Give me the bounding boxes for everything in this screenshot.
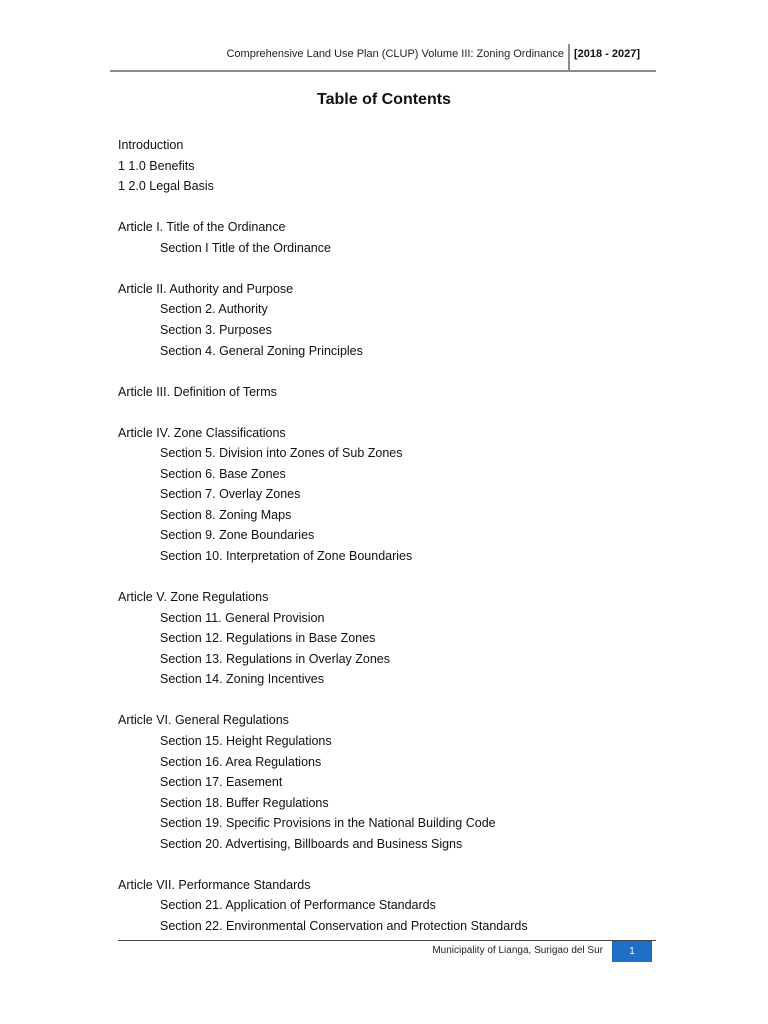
toc-article-entry: 1 2.0 Legal Basis: [118, 179, 214, 194]
toc-article-entry: Article II. Authority and Purpose: [118, 281, 294, 296]
toc-section-entry: Section 14. Zoning Incentives: [160, 672, 324, 687]
page-number-badge: 1: [612, 941, 652, 962]
toc-section-entry: Section 19. Specific Provisions in the National Building Code: [160, 816, 496, 831]
toc-article-entry: Article VI. General Regulations: [118, 713, 289, 728]
toc-article-entry: Article I. Title of the Ordinance: [118, 220, 286, 235]
footer-municipality: Municipality of Lianga, Surigao del Sur: [432, 945, 603, 956]
toc-section-entry: Section 8. Zoning Maps: [160, 507, 292, 522]
toc-article-entry: 1 1.0 Benefits: [118, 158, 195, 173]
toc-section-entry: Section 17. Easement: [160, 775, 283, 790]
toc-section-entry: Section 11. General Provision: [160, 610, 325, 625]
header-divider: [568, 44, 570, 72]
toc-section-entry: Section I Title of the Ordinance: [160, 240, 331, 255]
toc-section-entry: Section 16. Area Regulations: [160, 754, 322, 769]
toc-section-entry: Section 18. Buffer Regulations: [160, 795, 329, 810]
toc-section-entry: Section 4. General Zoning Principles: [160, 343, 363, 358]
plan-years: [2018 - 2027]: [573, 48, 640, 60]
toc-title: Table of Contents: [317, 91, 451, 108]
toc-section-entry: Section 21. Application of Performance Standards: [160, 898, 436, 913]
toc-section-entry: Section 9. Zone Boundaries: [160, 528, 315, 543]
toc-article-entry: Article III. Definition of Terms: [118, 384, 277, 399]
toc-section-entry: Section 10. Interpretation of Zone Boundaries: [160, 549, 413, 563]
toc-section-entry: Section 12. Regulations in Base Zones: [160, 631, 376, 646]
toc-section-entry: Section 15. Height Regulations: [160, 733, 332, 748]
document-title: Comprehensive Land Use Plan (CLUP) Volume III: Zoning Ordinance: [226, 48, 564, 60]
toc-section-entry: Section 6. Base Zones: [160, 466, 286, 481]
toc-article-entry: Article V. Zone Regulations: [118, 590, 269, 605]
toc-section-entry: Section 22. Environmental Conservation and Protection Standards: [160, 918, 528, 933]
toc-article-entry: Article VII. Performance Standards: [118, 877, 311, 892]
toc-section-entry: Section 5. Division into Zones of Sub Zones: [160, 446, 403, 461]
toc-article-entry: Article IV. Zone Classifications: [118, 425, 286, 440]
toc-article-entry: Introduction: [118, 138, 184, 152]
page-header: [110, 42, 656, 72]
footer-rule: [118, 940, 656, 941]
toc-section-entry: Section 13. Regulations in Overlay Zones: [160, 651, 390, 666]
toc-section-entry: Section 7. Overlay Zones: [160, 487, 301, 502]
toc-section-entry: Section 3. Purposes: [160, 322, 272, 337]
toc-section-entry: Section 20. Advertising, Billboards and Business Signs: [160, 836, 463, 851]
toc-section-entry: Section 2. Authority: [160, 302, 268, 317]
